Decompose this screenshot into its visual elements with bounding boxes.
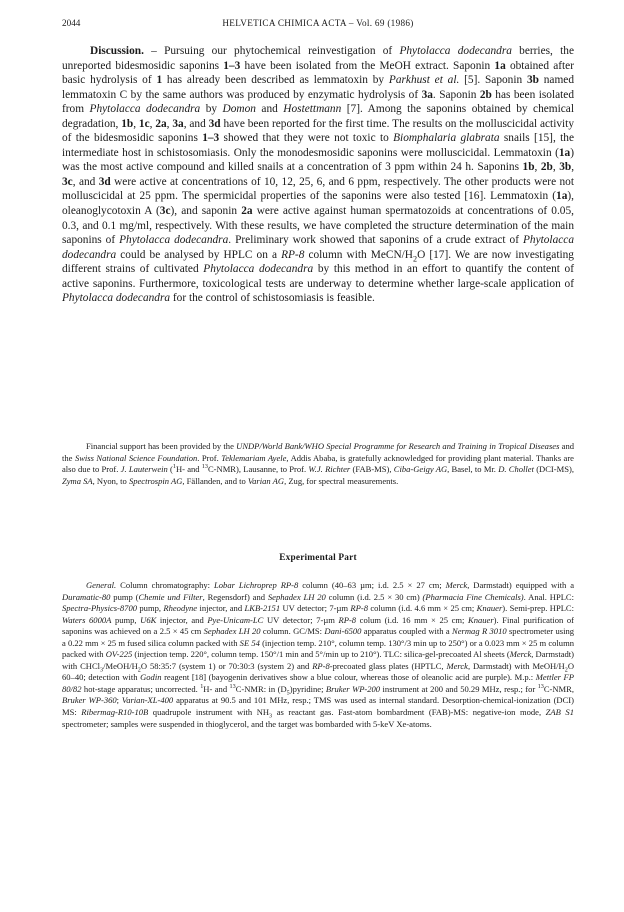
discussion-paragraph: Discussion. – Pursuing our phytochemical reinvestigation of Phytolacca dodecandra berries, the unreported bidesmosidic saponins 1–3 have been isolated from the MeOH extract. Saponin 1a obtained after basic hydrolysis of 1 has already been described as lemmatoxin by Parkhust et al. [5]. Saponin 3b named lemmatoxin C by the same authors was produced by enzymatic hydrolysis of 3a. Saponin 2b has been isolated from Phytolacca dodecandra by Domon and Hostettmann [7]. Among the saponins obtained by chemical degradation, 1b, 1c, 2a, 3a, and 3d have been reported for the first time. The results on the molluscicidal activity of the bidesmosidic saponins 1–3 showed that they were not toxic to Biomphalaria glabrata snails [15], the intermediate host in schistosomiasis. Only the monodesmosidic saponins were molluscicidal. Lemmatoxin (1a) was the most active compound and killed snails at a concentration of 3 ppm within 24 h. Saponins 1b, 2b, 3b, 3c, and 3d were active at concentrations of 10, 12, 25, 6, and 6 ppm, respectively. The other products were not molluscicidal at 25 ppm. The spermicidal properties of the saponins were also tested [16]. Lemmatoxin (1a), oleanoglycotoxin A (3c), and saponin 2a were active against human spermatozoids at concentrations of 0.05, 0.3, and 0.1 mg/ml, respectively. With these results, we have completed the structure determination of the main saponins of Phytolacca dodecandra. Preliminary work showed that saponins of a crude extract of Phytolacca dodecandra could be analysed by HPLC on a RP-8 column with MeCN/$H_2O$ [17]. We are now investigating different strains of cultivated Phytolacca dodecandra by this method in an effort to quantify the content of active saponins. Furthermore, toxicological tests are underway to determine whether large-scale application of Phytolacca dodecandra for the control of schistosomiasis is feasible. bbox=[62, 45, 575, 305]
page-number: 2044 bbox=[62, 18, 81, 28]
running-header bbox=[62, 18, 574, 32]
acknowledgement-paragraph: Financial support has been provided by the UNDP/World Bank/WHO Special Programme for Research and Training in Tropical Diseases and the Swiss National Science Foundation. Prof. Teklemariam Ayele, Addis Ababa, is gratefully acknowledged for providing plant material. Thanks are also due to Prof. J. Lauterwein ($^1$H- and $^{13}$C-NMR), Lausanne, to Prof. W.J. Richter (FAB-MS), Ciba-Geigy AG, Basel, to Mr. D. Chollet (DCI-MS), Zyma SA, Nyon, to Spectrospin AG, Fällanden, and to Varian AG, Zug, for spectral measurements. bbox=[62, 441, 575, 486]
experimental-heading: Experimental Part bbox=[279, 553, 357, 563]
discussion-section bbox=[62, 44, 574, 306]
experimental-section bbox=[62, 580, 574, 730]
experimental-general-paragraph: General. Column chromatography: Lobar Lichroprep RP-8 column (40–63 µm; i.d. 2.5 × 27 cm; Merck, Darmstadt) equipped with a Duramatic-80 pump (Chemie und Filter, Regensdorf) and Sephadex LH 20 column (i.d. 2.5 × 30 cm) (Pharmacia Fine Chemicals). Anal. HPLC: Spectra-Physics-8700 pump, Rheodyne injector, and LKB-2151 UV detector; 7-µm RP-8 column (i.d. 4.6 mm × 25 cm; Knauer). Semi-prep. HPLC: Waters 6000A pump, U6K injector, and Pye-Unicam-LC UV detector; 7-µm RP-8 colum (i.d. 16 mm × 25 cm; Knauer). Final purification of saponins was achieved on a 2.5 × 45 cm Sephadex LH 20 column. GC/MS: Dani-6500 apparatus coupled with a Nermag R 3010 spectrometer using a 0.22 mm × 25 m fused silica column packed with SE 54 (injection temp. 210°, column temp. 130°/3 min up to 250°) or a 0.023 mm × 25 m column packed with OV-225 (injection temp. 220°, column temp. 150°/1 min and 5°/min up to 210°). TLC: silica-gel-precoated Al sheets (Merck, Darmstadt) with $CHCl_3/MeOH/H_2O$ 58:35:7 (system 1) or 70:30:3 (system 2) and RP-8-precoated glass plates (HPTLC, Merck, Darmstadt) with MeOH/$H_2O$ 60–40; detection with Godin reagent [18] (bayogenin derivatives show a blue colour, whereas those of oleanolic acid are purple). M.p.: Mettler FP 80/82 hot-stage apparatus; uncorrected. $^1$H- and $^{13}$C-NMR: in $(D_5)pyridine$; Bruker WP-200 instrument at 200 and 50.29 MHz, resp.; for $^{13}$C-NMR, Bruker WP-360; Varian-XL-400 apparatus at 90.5 and 101 MHz, resp.; TMS was used as internal standard. Desorption-chemical-ionization (DCI) MS: Ribermag-R10-10B quadrupole instrument with $NH_3$ as reactant gas. Fast-atom bombardment (FAB)-MS: negative-ion mode, ZAB S1 spectrometer; samples were suspended in thioglycerol, and the target was bombarded with 5-keV Xe-atoms. bbox=[62, 580, 575, 729]
journal-title: HELVETICA CHIMICA ACTA – Vol. 69 (1986) bbox=[222, 18, 414, 28]
acknowledgement-section bbox=[62, 441, 574, 487]
